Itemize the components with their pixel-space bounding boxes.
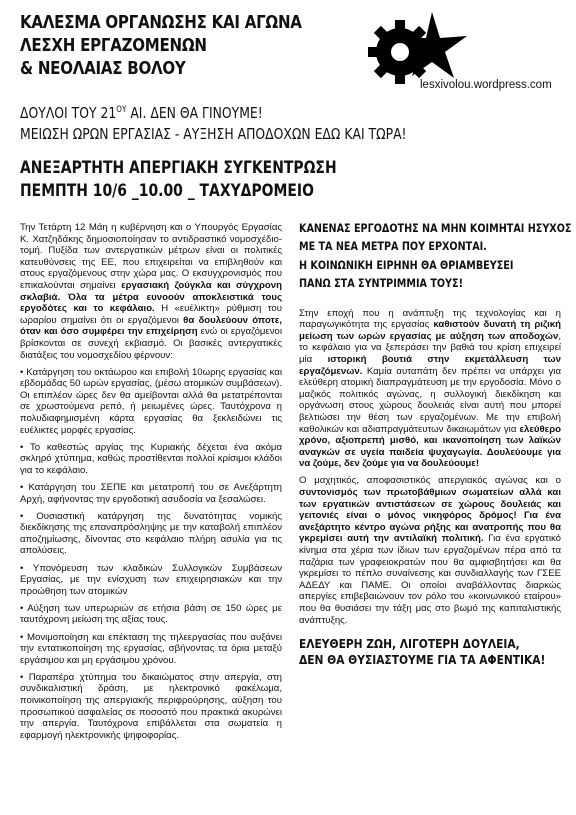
left-column [20, 222, 282, 747]
heading-line: ΚΑΝΕΝΑΣ ΕΡΓΟΔΟΤΗΣ ΝΑ ΜΗΝ ΚΟΙΜΗΤΑΙ ΗΣΥΧΟΣ [299, 222, 572, 235]
demonstration-notice [20, 157, 560, 203]
blog-url: lesxivolou.wordpress.com [420, 79, 552, 91]
heading-line: ΜΕ ΤΑ ΝΕΑ ΜΕΤΡΑ ΠΟΥ ΕΡΧΟΝΤΑΙ. [299, 240, 487, 254]
list-item: • Υπονόμευση των κλαδικών Συλλογικών Συμβάσεων Εργασίας, με την ενίσχυση των επιχειρησιακών και την προώθηση των ατομικών [20, 562, 282, 597]
slogans [20, 100, 560, 145]
slogan-1: ΔΟΥΛΟΙ ΤΟΥ $21^{O\Upsilon}$ ΑΙ. ΔΕΝ ΘΑ ΓΙΝΟΥΜΕ! [20, 104, 263, 123]
list-item: • Κατάργηση του ΣΕΠΕ και μετατροπή του σε Ανεξάρτητη Αρχή, αφήνοντας την εργοδοτική ασυδοσία να ξεσαλώσει. [20, 481, 282, 505]
list-item: • Παραπέρα χτύπημα του δικαιώματος στην απεργία, στη συνδικαλιστική δράση, με ηλεκτρονικό φακέλωμα, ποινικοποίηση της απεργιακής περιφρούρησης, αύξηση του προσωπικού ασφαλείας σε ποσοστό που πρακτικά ακυρώνει την απεργία. Ταυτόχρονα επιβάλλεται στα σωματεία η εφαρμογή ηλεκτρονικής ψηφοφορίας. [20, 671, 282, 741]
demo-line-1: ΑΝΕΞΑΡΤΗΤΗ ΑΠΕΡΓΙΑΚΗ ΣΥΓΚΕΝΤΡΩΣΗ [20, 158, 337, 178]
list-item: • Ουσιαστική κατάργηση της δυνατότητας νομικής διεκδίκησης της επαναπρόσληψης με την καταβολή επιπλέον αποζημίωσης, δίνοντας στο κεφάλαιο πλήρη ασυλία για τις απολύσεις. [20, 510, 282, 557]
demo-line-2: ΠΕΜΠΤΗ 10/6 _10.00 _ ΤΑΧΥΔΡΟΜΕΙΟ [20, 181, 314, 201]
closing-slogan-2: ΔΕΝ ΘΑ ΘΥΣΙΑΣΤΟΥΜΕ ΓΙΑ ΤΑ ΑΦΕΝΤΙΚΑ! [299, 652, 546, 668]
list-item: • Μονιμοποίηση και επέκταση της τηλεεργασίας που αυξάνει την εντατικοποίηση της εργασίας, σβήνοντας τα όρια μεταξύ εργάσιμου και μη εργάσιμου χρόνου. [20, 631, 282, 666]
title-line-2: ΛΕΣΧΗ ΕΡΓΑΖΟΜΕΝΩΝ [20, 36, 207, 56]
list-item: • Αύξηση των υπερωριών σε ετήσια βάση σε 150 ώρες με ταυτόχρονη μείωση της αξίας τους. [20, 602, 282, 626]
gear-star-logo-icon [362, 10, 470, 90]
intro-paragraph: Την Τετάρτη 12 Μάη η κυβέρνηση και ο Υπουργός Εργασίας Κ. Χατζηδάκης δημοσιοποίησαν το αντιδραστικό νομοσχέδιο- τομή. Πυξίδα των αντεργατικών μέτρων είναι οι πολιτικές κατευθύνσεις της ΕΕ, που επιχειρείται να επιβληθούν και στους εργαζόμενους στην χώρα μας. Ο εκσυγχρονισμός που επικαλούνται σημαίνει εργασιακή ζούγκλα και σύγχρονη σκλαβιά. Όλα τα μέτρα ευνοούν αποκλειστικά τους εργοδότες και το κεφάλαιο. Η «ευέλικτη» ρύθμιση του ωραρίου σημαίνει ότι οι εργαζόμενοι θα δουλεύουν όποτε, όταν και όσο συμφέρει την επιχείρηση ενώ οι εργαζόμενοι βρίσκονται σε συνεχή εκβιασμό. Οι βασικές αντεργατικές διατάξεις του νομοσχεδίου φέρνουν: [20, 222, 282, 361]
closing-slogan-1: ΕΛΕΥΘΕΡΗ ΖΩΗ, ΛΙΓΟΤΕΡΗ ΔΟΥΛΕΙΑ, [299, 636, 520, 652]
slogan-2: ΜΕΙΩΣΗ ΩΡΩΝ ΕΡΓΑΣΙΑΣ - ΑΥΞΗΣΗ ΑΠΟΔΟΧΩΝ ΕΔΩ ΚΑΙ ΤΩΡΑ! [20, 125, 407, 144]
title-line-3: & ΝΕΟΛΑΙΑΣ ΒΟΛΟΥ [20, 59, 186, 79]
title-line-1: ΚΑΛΕΣΜΑ ΟΡΓΑΝΩΣΗΣ ΚΑΙ ΑΓΩΝΑ [20, 13, 302, 33]
paragraph-1: Στην εποχή που η ανάπτυξη της τεχνολογίας και η παραγωγικότητα της εργασίας καθιστούν δυνατή τη ριζική μείωση των ωρών εργασίας με αύξηση των αποδοχών, το κεφάλαιο για να ξεπεράσει την βαθιά του κρίση επιχειρεί μία ιστορική βουτιά στην εκμετάλλευση των εργαζόμενων. Καμία αυταπάτη δεν πρέπει να υπάρχει για ελεύθερη ατομική διαπραγμάτευση με την εργοδοσία. Μόνο ο μαζικός πολιτικός αγώνας, η συλλογική διεκδίκηση και οργάνωση στους χώρους δουλειάς είναι αυτή που μπορεί βελτιώσει την θέση των εργαζομένων. Με την επιβολή καθολικών και αδιαπραγμάτευτων δικαιωμάτων για ελεύθερο χρόνο, αξιοπρεπή μισθό, και ικανοποίηση των λαϊκών αναγκών σε υγεία παιδεία ψυχαγωγία. Δουλεύουμε για να ζούμε, δεν ζούμε για να δουλεύουμε! [299, 307, 561, 470]
leaflet-title [20, 12, 350, 81]
measures-list [20, 367, 282, 742]
list-item: • Το καθεστώς αργίας της Κυριακής δέχεται ένα ακόμα σκληρό χτύπημα, καθώς προστίθενται πολλοί κρίσιμοι κλάδοι για το κεφάλαιο. [20, 441, 282, 476]
right-column [299, 222, 572, 668]
paragraph-2: Ο μαχητικός, αποφασιστικός απεργιακός αγώνας και ο συντονισμός των πρωτοβάθμιων σωματείων αλλά και των εργατικών αντιστάσεων σε χώρους δουλειάς και γειτονιές είναι ο μόνος νικηφόρος δρόμος! Για ένα ανεξάρτητο κέντρο αγώνα ρήξης και ανατροπής που θα γκρεμίσει αυτή την αντιλαϊκή πολιτική. Για ένα εργατικό κίνημα στα χέρια των ίδιων των εργαζομένων πέρα από τα παζάρια των γραφειοκρατών που θα αμφισβητήσει και θα γκρεμίσει το πέπλο συναίνεσης και συνδιαλλαγής των ΓΣΕΕ ΑΔΕΔΥ και ΠΑΜΕ. Οι οποίοι αναβάλλοντας διαρκώς απεργίες επιβεβαιώνουν τον ρόλο του «κοινωνικού εταίρου» που θα θυσιάσει την τάξη μας στο βωμό της καπιταλιστικής ανάπτυξης. [299, 475, 561, 626]
heading-line: ΠΑΝΩ ΣΤΑ ΣΥΝΤΡΙΜΜΙΑ ΤΟΥΣ! [299, 277, 463, 291]
heading-line: Η ΚΟΙΝΩΝΙΚΗ ΕΙΡΗΝΗ ΘΑ ΘΡΙΑΜΒΕΥΣΕΙ [299, 258, 514, 272]
list-item: • Κατάργηση του οκτάωρου και επιβολή 10ωρης εργασίας και εβδομάδας 50 ωρών εργασίας, (μέσω ατομικών συμβάσεων). Οι επιπλέον ώρες δεν θα αμείβονται αλλά θα μετατρέπονται σε χρωστούμενα ρεπό, ή μειωμένες ώρες. Ταυτόχρονα η πολυδιαφημισμένη κάρτα εργασίας θα ξεκλειδώνει τις ευέλικτες μορφές εργασίας. [20, 366, 282, 436]
